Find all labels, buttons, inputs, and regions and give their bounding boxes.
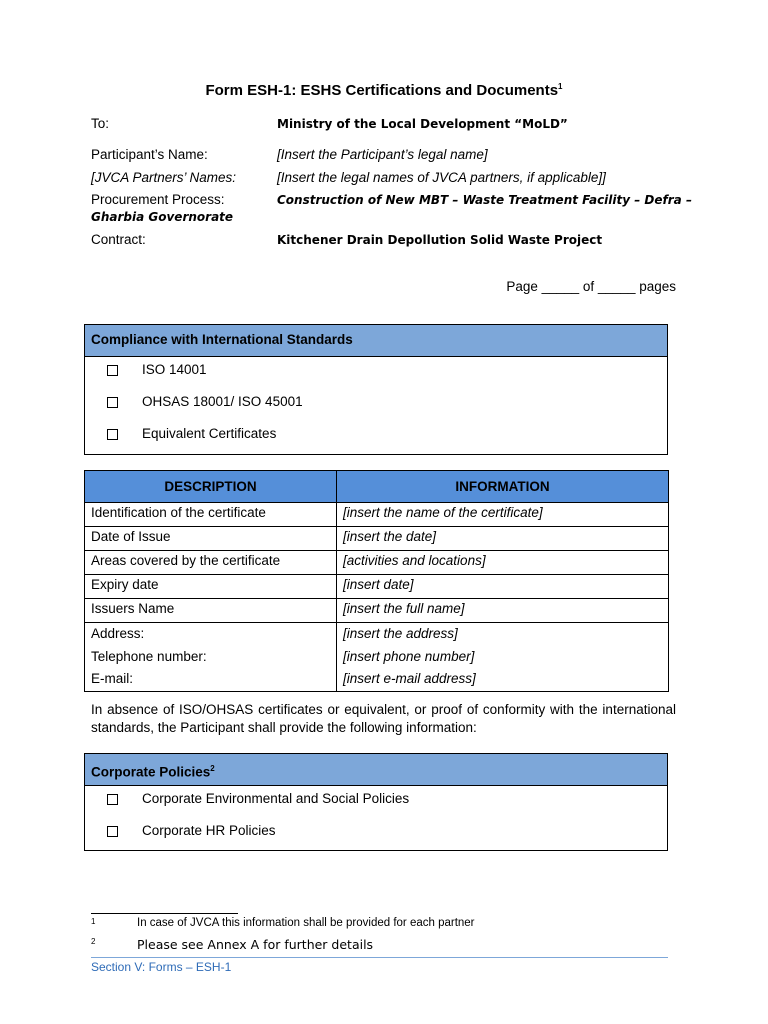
address-label: Address:: [91, 626, 145, 641]
row-description: Issuers Name: [85, 599, 337, 623]
footnote-number: 2: [91, 937, 96, 946]
row-value[interactable]: [activities and locations]: [337, 551, 669, 575]
equivalent-checkbox[interactable]: [107, 429, 118, 440]
information-column-header: INFORMATION: [337, 471, 669, 503]
row-description: Identification of the certificate: [85, 503, 337, 527]
policy-item: [85, 818, 667, 850]
title-footnote-ref: 1: [558, 82, 563, 91]
footnote-separator: [91, 913, 238, 914]
row-value[interactable]: [insert the full name]: [337, 599, 669, 623]
table-row: [85, 575, 669, 599]
compliance-box: [84, 324, 668, 455]
policies-box: [84, 753, 668, 851]
table-row: [85, 599, 669, 623]
contact-labels: [85, 623, 337, 692]
footnote-2: [91, 937, 373, 952]
to-label: To:: [91, 116, 110, 131]
footnote-1: [91, 917, 475, 929]
address-value[interactable]: [insert the address]: [343, 626, 458, 641]
table-row-contact: [85, 623, 669, 692]
phone-value[interactable]: [insert phone number]: [343, 648, 475, 664]
footnote-text: In case of JVCA this information shall be provided for each partner: [137, 917, 475, 929]
email-value[interactable]: [insert e-mail address]: [343, 671, 476, 686]
footer-separator: [91, 957, 668, 958]
process-label: Procurement Process:: [91, 192, 225, 207]
policy-item-label: Corporate HR Policies: [142, 823, 276, 838]
compliance-item: [85, 421, 667, 453]
page-of-pages: Page _____ of _____ pages: [506, 279, 676, 294]
row-value[interactable]: [insert date]: [337, 575, 669, 599]
form-title: Form ESH-1: ESHS Certifications and Documents$^1$: [205, 82, 563, 99]
contract-value: Kitchener Drain Depollution Solid Waste Project: [277, 233, 603, 247]
policies-footnote-ref: 2: [210, 764, 215, 773]
compliance-heading: Compliance with International Standards: [85, 325, 667, 357]
contact-values: [337, 623, 669, 692]
row-value[interactable]: [insert the date]: [337, 527, 669, 551]
row-description: Areas covered by the certificate: [85, 551, 337, 575]
participant-label: Participant’s Name:: [91, 147, 208, 162]
jvca-label: [JVCA Partners’ Names:: [91, 170, 237, 185]
table-row: [85, 503, 669, 527]
compliance-item-label: ISO 14001: [142, 362, 207, 377]
compliance-item: [85, 357, 667, 389]
certificate-info-table: [84, 470, 669, 692]
table-row: [85, 527, 669, 551]
compliance-item: [85, 389, 667, 421]
iso14001-checkbox[interactable]: [107, 365, 118, 376]
phone-label: Telephone number:: [91, 648, 207, 664]
process-value-line1: Construction of New MBT – Waste Treatment Facility – Defra –: [277, 193, 692, 207]
row-value[interactable]: [insert the name of the certificate]: [337, 503, 669, 527]
participant-value: [Insert the Participant’s legal name]: [277, 147, 488, 162]
absence-paragraph: In absence of ISO/OHSAS certificates or equivalent, or proof of conformity with the international standards, the Participant shall provide the following information:: [91, 702, 676, 735]
policy-item: [85, 786, 667, 818]
jvca-value: [Insert the legal names of JVCA partners, if applicable]]: [277, 170, 606, 185]
env-social-policy-checkbox[interactable]: [107, 794, 118, 805]
row-description: Expiry date: [85, 575, 337, 599]
description-column-header: DESCRIPTION: [85, 471, 337, 503]
page-footer: Section V: Forms – ESH-1: [91, 960, 232, 974]
ohsas-checkbox[interactable]: [107, 397, 118, 408]
contract-label: Contract:: [91, 232, 146, 247]
compliance-item-label: OHSAS 18001/ ISO 45001: [142, 394, 303, 409]
footnote-number: 1: [91, 917, 96, 926]
email-label: E-mail:: [91, 671, 134, 686]
row-description: Date of Issue: [85, 527, 337, 551]
hr-policy-checkbox[interactable]: [107, 826, 118, 837]
table-row: [85, 551, 669, 575]
to-value: Ministry of the Local Development “MoLD”: [277, 117, 568, 131]
policy-item-label: Corporate Environmental and Social Policies: [142, 791, 410, 806]
table-header-row: [85, 471, 669, 503]
process-value-line2: Gharbia Governorate: [91, 210, 234, 224]
compliance-item-label: Equivalent Certificates: [142, 426, 277, 441]
footnote-text: Please see Annex A for further details: [137, 937, 374, 952]
policies-heading: Corporate Policies$^2$: [85, 754, 667, 786]
